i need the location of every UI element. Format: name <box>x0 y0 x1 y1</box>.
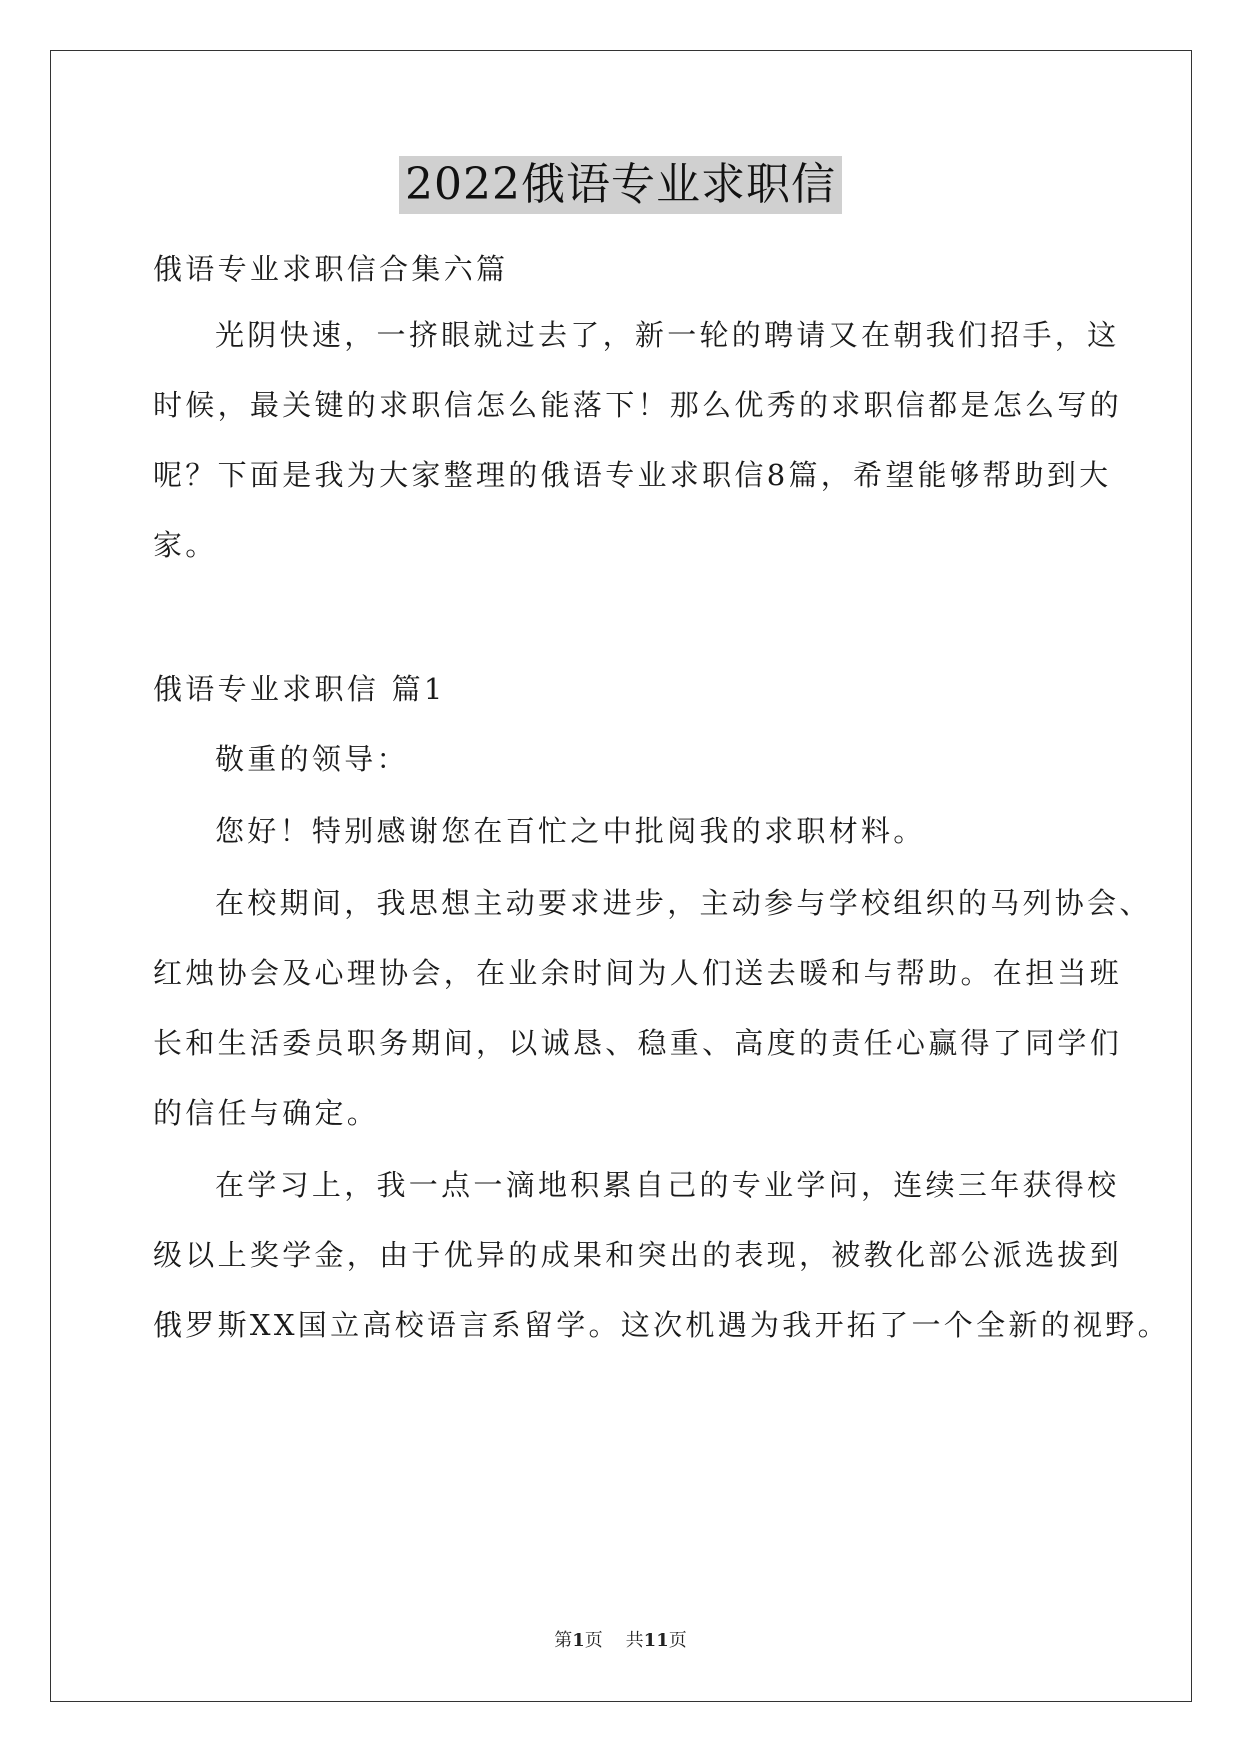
school-line-1: 在校期间，我思想主动要求进步，主动参与学校组织的马列协会、 <box>215 886 1152 920</box>
intro-line-4: 家。 <box>153 528 218 562</box>
study-line-3: 俄罗斯XX国立高校语言系留学。这次机遇为我开拓了一个全新的视野。 <box>153 1308 1170 1342</box>
school-line-4: 的信任与确定。 <box>153 1096 380 1130</box>
footer-total-prefix: 共 <box>625 1630 644 1651</box>
footer-prefix: 第 <box>554 1630 573 1651</box>
page-footer <box>0 1626 1241 1652</box>
intro-line-2: 时候，最关键的求职信怎么能落下！那么优秀的求职信都是怎么写的 <box>153 388 1123 422</box>
footer-total-suffix: 页 <box>668 1630 687 1651</box>
subtitle: 俄语专业求职信合集六篇 <box>153 252 509 286</box>
section-heading: 俄语专业求职信 篇1 <box>153 672 446 706</box>
footer-page-number: 1 <box>572 1630 585 1651</box>
school-line-2: 红烛协会及心理协会，在业余时间为人们送去暖和与帮助。在担当班 <box>153 956 1123 990</box>
intro-line-3: 呢？下面是我为大家整理的俄语专业求职信8篇，希望能够帮助到大 <box>153 458 1112 492</box>
footer-total-pages: 11 <box>643 1630 669 1651</box>
intro-line-1: 光阴快速，一挤眼就过去了，新一轮的聘请又在朝我们招手，这 <box>215 318 1120 352</box>
school-line-3: 长和生活委员职务期间，以诚恳、稳重、高度的责任心赢得了同学们 <box>153 1026 1123 1060</box>
para-thanks: 您好！特别感谢您在百忙之中批阅我的求职材料。 <box>215 814 926 848</box>
study-line-1: 在学习上，我一点一滴地积累自己的专业学问，连续三年获得校 <box>215 1168 1120 1202</box>
greeting: 敬重的领导： <box>215 742 409 776</box>
page-frame <box>50 50 1192 1702</box>
footer-page-suffix: 页 <box>584 1630 603 1651</box>
title-wrap <box>0 156 1241 214</box>
study-line-2: 级以上奖学金，由于优异的成果和突出的表现，被教化部公派选拔到 <box>153 1238 1123 1272</box>
document-title: 2022俄语专业求职信 <box>399 156 842 214</box>
